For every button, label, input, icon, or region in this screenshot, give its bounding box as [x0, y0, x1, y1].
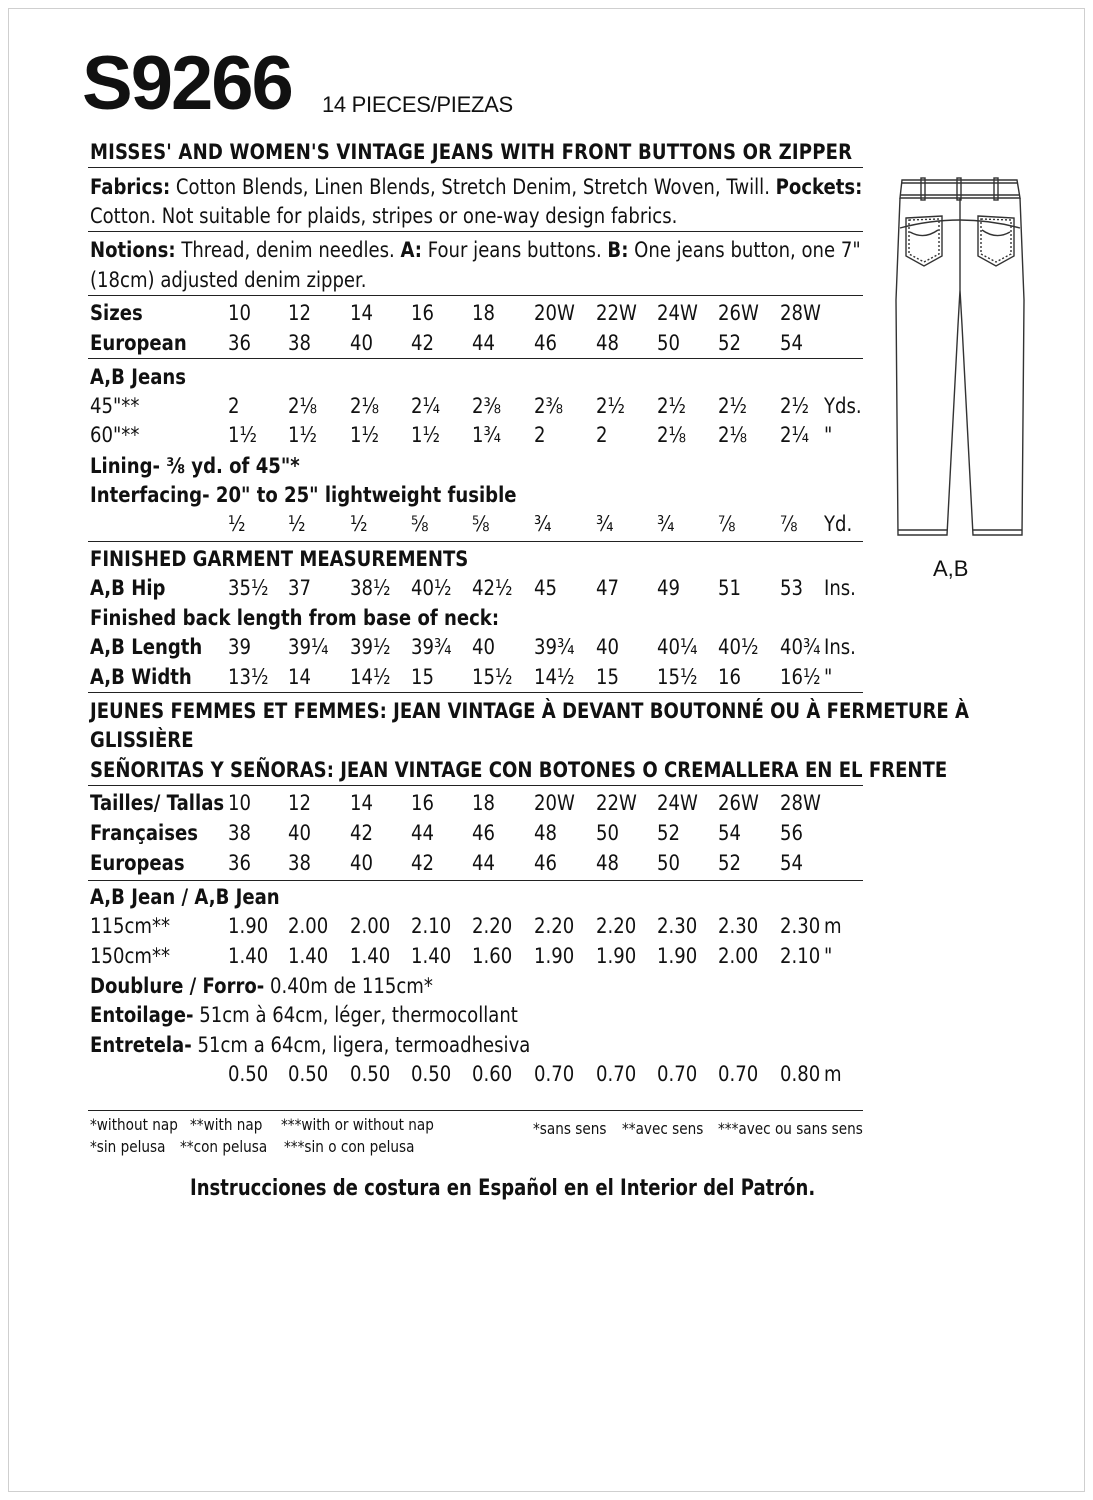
- english-chart-cell: ½: [228, 512, 246, 536]
- english-chart-cell: 40: [350, 331, 373, 355]
- view-b-text: One jeans button, one 7": [628, 238, 861, 262]
- english-chart-unit: Ins.: [824, 576, 856, 600]
- english-chart-row-label: Sizes: [90, 301, 143, 325]
- english-chart-cell: 39¾: [411, 635, 452, 659]
- english-chart-cell: 40: [596, 635, 619, 659]
- metric-chart-cell: 40: [350, 851, 373, 875]
- metric-chart-cell: 0.60: [472, 1062, 513, 1086]
- metric-chart-cell: 48: [596, 851, 619, 875]
- english-chart-cell: ½: [288, 512, 306, 536]
- metric-chart-cell: 2.30: [718, 914, 759, 938]
- metric-chart-cell: 44: [411, 821, 434, 845]
- view-b-label: B:: [607, 238, 629, 262]
- metric-chart-cell: 2.30: [657, 914, 698, 938]
- english-chart-cell: 14: [350, 301, 373, 325]
- english-chart-row: [0, 632, 1093, 662]
- english-chart-cell: ¾: [534, 512, 552, 536]
- metric-chart-cell: 52: [657, 821, 680, 845]
- footnote-es-3: ***sin o con pelusa: [284, 1137, 415, 1156]
- metric-chart-cell: 1.40: [228, 944, 269, 968]
- metric-chart-row: [0, 1059, 1093, 1089]
- english-chart-unit: Yds.: [824, 394, 862, 418]
- footnote-es-1: *sin pelusa: [90, 1137, 166, 1156]
- metric-chart-row: [0, 1030, 1093, 1060]
- metric-chart-cell: 36: [228, 851, 251, 875]
- english-chart-cell: 40: [472, 635, 495, 659]
- english-chart-cell: 15: [596, 665, 619, 689]
- metric-chart-cell: 16: [411, 791, 434, 815]
- english-chart-row-label: European: [90, 331, 187, 355]
- metric-chart-cell: 50: [596, 821, 619, 845]
- english-chart-unit: Yd.: [824, 512, 853, 536]
- metric-chart-cell: 0.50: [228, 1062, 269, 1086]
- english-chart-row-label: 45"**: [90, 394, 140, 418]
- metric-chart-cell: 2.00: [718, 944, 759, 968]
- metric-chart-cell: 42: [411, 851, 434, 875]
- english-chart-cell: 2: [534, 423, 546, 447]
- fabrics-line-2: Cotton. Not suitable for plaids, stripes or one-way design fabrics.: [90, 204, 678, 228]
- english-chart-cell: 50: [657, 331, 680, 355]
- divider: [88, 167, 863, 168]
- metric-chart-cell: 0.50: [411, 1062, 452, 1086]
- metric-chart-row-label: Tailles/ Tallas: [90, 791, 225, 815]
- metric-chart-cell: 54: [780, 851, 803, 875]
- english-chart-cell: 39¼: [288, 635, 329, 659]
- english-chart-cell: ⅞: [780, 512, 798, 536]
- english-chart-cell: 16: [411, 301, 434, 325]
- english-chart-cell: 53: [780, 576, 803, 600]
- english-chart-cell: 2¼: [780, 423, 809, 447]
- english-chart-cell: 2⅛: [288, 394, 317, 418]
- metric-chart-cell: 42: [350, 821, 373, 845]
- metric-chart-cell: 2.00: [288, 914, 329, 938]
- spanish-instructions-note: Instrucciones de costura en Español en el Interior del Patrón.: [190, 1176, 816, 1201]
- metric-chart-row: [0, 971, 1093, 1001]
- english-chart-row: [0, 662, 1093, 692]
- english-chart-cell: 20W: [534, 301, 575, 325]
- divider: [88, 231, 863, 232]
- metric-chart-cell: 46: [534, 851, 557, 875]
- metric-chart-cell: 28W: [780, 791, 821, 815]
- piece-count: 14 PIECES/PIEZAS: [322, 92, 513, 117]
- english-chart-cell: 2: [596, 423, 608, 447]
- metric-chart-cell: 50: [657, 851, 680, 875]
- english-chart-cell: 1½: [288, 423, 317, 447]
- english-chart-cell: 35½: [228, 576, 269, 600]
- divider: [88, 358, 863, 359]
- metric-chart-cell: 2.10: [411, 914, 452, 938]
- english-chart-cell: 15½: [657, 665, 698, 689]
- metric-chart-row-label: Doublure / Forro- 0.40m de 115cm*: [90, 974, 433, 998]
- metric-chart-cell: 0.70: [534, 1062, 575, 1086]
- metric-chart-cell: 44: [472, 851, 495, 875]
- metric-chart-row: [0, 848, 1093, 878]
- spanish-title: SEÑORITAS Y SEÑORAS: JEAN VINTAGE CON BOTONES O CREMALLERA EN EL FRENTE: [90, 758, 948, 782]
- metric-chart-cell: 54: [718, 821, 741, 845]
- english-chart-cell: 39¾: [534, 635, 575, 659]
- divider: [88, 692, 863, 693]
- metric-chart-cell: 1.90: [657, 944, 698, 968]
- metric-chart-cell: 0.50: [350, 1062, 391, 1086]
- metric-chart-row-label: Entretela- 51cm a 64cm, ligera, termoadhesiva: [90, 1033, 531, 1057]
- english-chart-cell: 37: [288, 576, 311, 600]
- metric-chart-row-text: 51cm à 64cm, léger, thermocollant: [193, 1003, 518, 1027]
- english-chart-cell: ⅝: [472, 512, 490, 536]
- metric-chart-cell: 38: [288, 851, 311, 875]
- view-label: A,B: [933, 556, 969, 581]
- metric-chart-cell: 1.90: [596, 944, 637, 968]
- pattern-number: S9266: [82, 41, 292, 126]
- metric-chart-cell: 2.30: [780, 914, 821, 938]
- metric-chart-row: [0, 818, 1093, 848]
- metric-chart-row-text: 0.40m de 115cm*: [264, 974, 433, 998]
- metric-chart-cell: 22W: [596, 791, 637, 815]
- english-chart-cell: 54: [780, 331, 803, 355]
- english-chart-cell: 2⅛: [657, 423, 686, 447]
- english-chart-cell: 39½: [350, 635, 391, 659]
- metric-chart-cell: 20W: [534, 791, 575, 815]
- footnote-es-2: **con pelusa: [180, 1137, 268, 1156]
- metric-chart-cell: 1.40: [288, 944, 329, 968]
- english-chart-cell: 10: [228, 301, 251, 325]
- english-chart-cell: 2½: [780, 394, 809, 418]
- view-a-text: Four jeans buttons.: [422, 238, 608, 262]
- english-chart-cell: ⅝: [411, 512, 429, 536]
- footnote-fr-2: **avec sens: [622, 1119, 704, 1138]
- english-chart-cell: 40½: [411, 576, 452, 600]
- english-chart-cell: 1½: [228, 423, 257, 447]
- notions-line-1: [90, 235, 861, 265]
- english-chart-cell: 16½: [780, 665, 821, 689]
- metric-chart-cell: 38: [228, 821, 251, 845]
- english-chart-row-label: Finished back length from base of neck:: [90, 606, 500, 630]
- metric-chart-row-text: 51cm a 64cm, ligera, termoadhesiva: [191, 1033, 531, 1057]
- english-chart-cell: 1¾: [472, 423, 501, 447]
- metric-chart-row: [0, 911, 1093, 941]
- metric-chart-row: [0, 788, 1093, 818]
- jeans-back-view-illustration: [890, 170, 1030, 550]
- english-chart-cell: 24W: [657, 301, 698, 325]
- english-chart-row-label: Interfacing- 20" to 25" lightweight fusible: [90, 483, 517, 507]
- english-chart-row-label: A,B Length: [90, 635, 203, 659]
- fabrics-label: Fabrics:: [90, 175, 171, 199]
- metric-chart-cell: 2.20: [472, 914, 513, 938]
- english-chart-row-label: A,B Width: [90, 665, 192, 689]
- english-chart-cell: 14: [288, 665, 311, 689]
- english-chart-cell: 1½: [411, 423, 440, 447]
- english-chart-cell: 2⅛: [718, 423, 747, 447]
- metric-chart-cell: 10: [228, 791, 251, 815]
- english-chart-cell: 39: [228, 635, 251, 659]
- english-chart-cell: 38: [288, 331, 311, 355]
- metric-chart-cell: 0.70: [657, 1062, 698, 1086]
- divider: [88, 880, 863, 881]
- footnote-fr-3: ***avec ou sans sens: [718, 1119, 863, 1138]
- metric-chart-row-label: A,B Jean / A,B Jean: [90, 885, 280, 909]
- english-chart-cell: 45: [534, 576, 557, 600]
- english-chart-row-label: 60"**: [90, 423, 140, 447]
- metric-chart-cell: 26W: [718, 791, 759, 815]
- metric-chart-cell: 1.40: [411, 944, 452, 968]
- english-chart-cell: 42½: [472, 576, 513, 600]
- divider: [88, 1110, 863, 1111]
- english-chart-cell: 18: [472, 301, 495, 325]
- english-chart-cell: 15½: [472, 665, 513, 689]
- english-chart-cell: 48: [596, 331, 619, 355]
- footnote-en-1: *without nap: [90, 1115, 178, 1134]
- metric-chart-row: [0, 882, 1093, 912]
- metric-chart-unit: ": [824, 944, 833, 968]
- metric-chart-row: [0, 1000, 1093, 1030]
- metric-chart-cell: 1.90: [534, 944, 575, 968]
- english-chart-cell: 16: [718, 665, 741, 689]
- metric-chart-cell: 14: [350, 791, 373, 815]
- english-chart-cell: ¾: [657, 512, 675, 536]
- english-chart-cell: 47: [596, 576, 619, 600]
- english-chart-unit: ": [824, 665, 833, 689]
- metric-chart-cell: 46: [472, 821, 495, 845]
- english-chart-unit: ": [824, 423, 833, 447]
- metric-chart-cell: 24W: [657, 791, 698, 815]
- view-a-label: A:: [400, 238, 423, 262]
- divider: [88, 295, 863, 296]
- english-chart-cell: 14½: [534, 665, 575, 689]
- english-chart-cell: 1½: [350, 423, 379, 447]
- notions-text-1: Thread, denim needles.: [175, 238, 401, 262]
- english-chart-cell: 44: [472, 331, 495, 355]
- english-chart-unit: Ins.: [824, 635, 856, 659]
- english-chart-cell: ½: [350, 512, 368, 536]
- english-chart-cell: 12: [288, 301, 311, 325]
- english-chart-cell: 42: [411, 331, 434, 355]
- french-title-2: GLISSIÈRE: [90, 728, 194, 752]
- english-chart-cell: 28W: [780, 301, 821, 325]
- metric-chart-row-label: 115cm**: [90, 914, 171, 938]
- metric-chart-cell: 2.20: [534, 914, 575, 938]
- metric-chart-cell: 56: [780, 821, 803, 845]
- english-chart-cell: 2⅜: [472, 394, 501, 418]
- metric-chart-cell: 1.40: [350, 944, 391, 968]
- divider: [88, 541, 863, 542]
- notions-line-2: (18cm) adjusted denim zipper.: [90, 268, 367, 292]
- english-chart-row-label: FINISHED GARMENT MEASUREMENTS: [90, 547, 469, 571]
- metric-chart-unit: m: [824, 1062, 842, 1086]
- footnote-fr-1: *sans sens: [533, 1119, 607, 1138]
- metric-chart-cell: 0.70: [596, 1062, 637, 1086]
- metric-chart-row-label: 150cm**: [90, 944, 171, 968]
- metric-chart-cell: 0.50: [288, 1062, 329, 1086]
- english-chart-cell: ⅞: [718, 512, 736, 536]
- english-chart-cell: 46: [534, 331, 557, 355]
- english-chart-cell: 38½: [350, 576, 391, 600]
- english-chart-cell: 2⅛: [350, 394, 379, 418]
- english-chart-cell: 51: [718, 576, 741, 600]
- metric-chart-row: [0, 941, 1093, 971]
- english-chart-cell: 14½: [350, 665, 391, 689]
- english-chart-cell: 40¼: [657, 635, 698, 659]
- metric-chart-cell: 40: [288, 821, 311, 845]
- pockets-label: Pockets:: [775, 175, 863, 199]
- english-chart-row: [0, 573, 1093, 603]
- fabrics-text-1: Cotton Blends, Linen Blends, Stretch Denim, Stretch Woven, Twill.: [170, 175, 776, 199]
- english-chart-cell: 2½: [596, 394, 625, 418]
- english-chart-cell: 36: [228, 331, 251, 355]
- english-title: MISSES' AND WOMEN'S VINTAGE JEANS WITH FRONT BUTTONS OR ZIPPER: [90, 140, 853, 164]
- metric-chart-cell: 0.70: [718, 1062, 759, 1086]
- metric-chart-row-label: Entoilage- 51cm à 64cm, léger, thermocollant: [90, 1003, 518, 1027]
- english-chart-cell: 2⅜: [534, 394, 563, 418]
- metric-chart-cell: 18: [472, 791, 495, 815]
- english-chart-cell: 2½: [657, 394, 686, 418]
- english-chart-cell: 15: [411, 665, 434, 689]
- footnote-en-2: **with nap: [190, 1115, 263, 1134]
- english-chart-cell: 2¼: [411, 394, 440, 418]
- metric-chart-cell: 2.00: [350, 914, 391, 938]
- metric-chart-cell: 48: [534, 821, 557, 845]
- english-chart-row-label: A,B Hip: [90, 576, 166, 600]
- english-chart-row-label: Lining- ⅜ yd. of 45"*: [90, 454, 300, 478]
- metric-chart-cell: 1.60: [472, 944, 513, 968]
- english-chart-cell: 22W: [596, 301, 637, 325]
- english-chart-cell: 40¾: [780, 635, 821, 659]
- metric-chart-row-label: Europeas: [90, 851, 185, 875]
- english-chart-cell: 2: [228, 394, 240, 418]
- metric-chart-cell: 0.80: [780, 1062, 821, 1086]
- english-chart-cell: 13½: [228, 665, 269, 689]
- notions-label: Notions:: [90, 238, 176, 262]
- english-chart-row-label: A,B Jeans: [90, 365, 186, 389]
- metric-chart-row-label: Françaises: [90, 821, 198, 845]
- french-title-1: JEUNES FEMMES ET FEMMES: JEAN VINTAGE À DEVANT BOUTONNÉ OU À FERMETURE À: [90, 699, 970, 723]
- metric-chart-cell: 12: [288, 791, 311, 815]
- divider: [88, 785, 863, 786]
- english-chart-row: [0, 603, 1093, 633]
- metric-chart-cell: 1.90: [228, 914, 269, 938]
- metric-chart-unit: m: [824, 914, 842, 938]
- english-chart-cell: 40½: [718, 635, 759, 659]
- fabrics-line-1: [90, 172, 862, 202]
- english-chart-cell: 52: [718, 331, 741, 355]
- english-chart-cell: 26W: [718, 301, 759, 325]
- metric-chart-cell: 2.20: [596, 914, 637, 938]
- english-chart-cell: 2½: [718, 394, 747, 418]
- metric-chart-cell: 52: [718, 851, 741, 875]
- english-chart-cell: 49: [657, 576, 680, 600]
- metric-chart-cell: 2.10: [780, 944, 821, 968]
- footnote-en-3: ***with or without nap: [281, 1115, 434, 1134]
- english-chart-cell: ¾: [596, 512, 614, 536]
